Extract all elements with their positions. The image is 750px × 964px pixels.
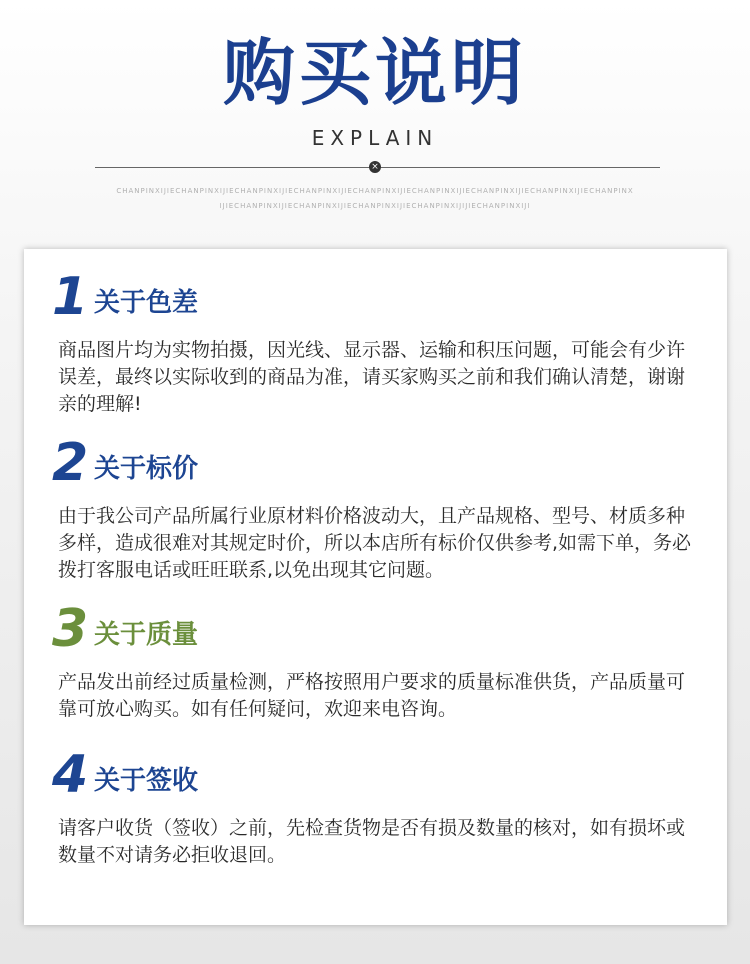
- section-number: 3: [52, 599, 89, 659]
- section-number: 1: [52, 267, 89, 327]
- section-heading: [52, 433, 692, 493]
- page-header: [0, 0, 750, 240]
- section-number: 4: [52, 745, 89, 805]
- section-body: 请客户收货（签收）之前，先检查货物是否有损及数量的核对，如有损坏或数量不对请务必拒收退回。: [58, 817, 686, 866]
- section-title: 关于标价: [94, 454, 199, 484]
- section-body: 由于我公司产品所属行业原材料价格波动大，且产品规格、型号、材质多种多样，造成很难对其规定时价，所以本店所有标价仅供参考,如需下单，务必拨打客服电话或旺旺联系,以免出现其它问题。: [58, 505, 692, 581]
- section-heading: [52, 267, 692, 327]
- page-title: 购买说明: [222, 31, 527, 115]
- page-subtitle: EXPLAIN: [311, 126, 439, 150]
- section-body: 商品图片均为实物拍摄，因光线、显示器、运输和积压问题，可能会有少许误差，最终以实际收到的商品为准，请买家购买之前和我们确认清楚，谢谢亲的理解!: [58, 339, 686, 415]
- decorative-pinyin-line: IJIECHANPINXIJIECHANPINXIJIECHANPINXIJIECHANPINXIJIJIECHANPINXIJI: [219, 202, 531, 210]
- instructions-card: [24, 249, 727, 925]
- section-title: 关于质量: [94, 620, 199, 650]
- decorative-pinyin-line: CHANPINXIJIECHANPINXIJIECHANPINXIJIECHANPINXIJIECHANPINXIJIECHANPINXIJIECHANPINXIJIECHANPINXIJIECHANPINX: [116, 187, 634, 195]
- section-body: 产品发出前经过质量检测，严格按照用户要求的质量标准供货，产品质量可靠可放心购买。如有任何疑问，欢迎来电咨询。: [58, 671, 686, 720]
- close-icon: ×: [369, 161, 381, 173]
- section-title: 关于签收: [94, 766, 199, 796]
- section-number: 2: [52, 433, 89, 493]
- section-heading: [52, 599, 692, 659]
- section-title: 关于色差: [94, 288, 199, 318]
- section-heading: [52, 745, 692, 805]
